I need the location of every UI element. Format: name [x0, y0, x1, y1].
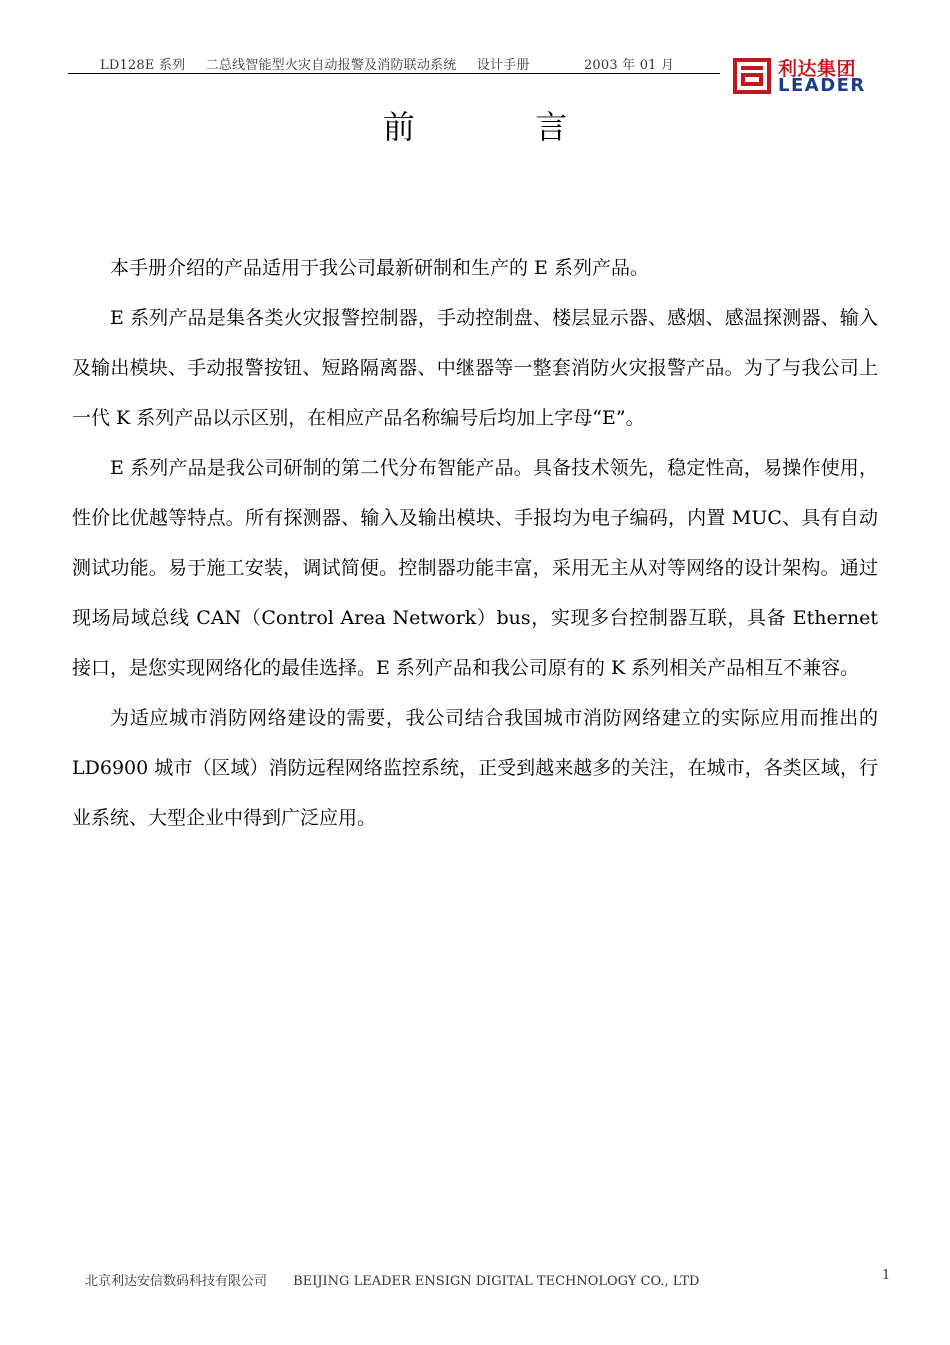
leader-logo-mark-icon — [732, 57, 772, 95]
footer-company-en: BEIJING LEADER ENSIGN DIGITAL TECHNOLOGY CO., LTD — [293, 1274, 700, 1289]
paragraph-2: E 系列产品是集各类火灾报警控制器，手动控制盘、楼层显示器、感烟、感温探测器、输入及输出模块、手动报警按钮、短路隔离器、中继器等一整套消防火灾报警产品。为了与我公司上一代 K 系列产品以示区别，在相应产品名称编号后均加上字母“E”。 — [72, 307, 878, 429]
title-char-2: 言 — [535, 108, 568, 146]
footer-company-cn: 北京利达安信数码科技有限公司 — [85, 1274, 268, 1289]
paragraph-1: 本手册介绍的产品适用于我公司最新研制和生产的 E 系列产品。 — [110, 257, 649, 279]
header-system-name: 二总线智能型火灾自动报警及消防联动系统 — [205, 58, 457, 73]
header-series: LD128E 系列 — [100, 58, 186, 73]
logo-english-name: LEADER — [778, 75, 866, 96]
paragraph-4: 为适应城市消防网络建设的需要，我公司结合我国城市消防网络建立的实际应用而推出的 LD6900 城市（区域）消防远程网络监控系统，正受到越来越多的关注，在城市，各类区域，行业系统、大型企业中得到广泛应用。 — [72, 707, 878, 829]
page-header — [100, 54, 674, 73]
page-number: 1 — [882, 1268, 891, 1283]
page-footer — [85, 1270, 699, 1289]
title-char-1: 前 — [382, 108, 415, 146]
paragraph-3: E 系列产品是我公司研制的第二代分布智能产品。具备技术领先，稳定性高，易操作使用，性价比优越等特点。所有探测器、输入及输出模块、手报均为电子编码，内置 MUC、具有自动测试功能。易于施工安装，调试简便。控制器功能丰富，采用无主从对等网络的设计架构。通过现场局域总线 CAN（Control Area Network）bus，实现多台控制器互联，具备 Ethernet 接口，是您实现网络化的最佳选择。E 系列产品和我公司原有的 K 系列相关产品相互不兼容。 — [72, 457, 878, 679]
header-date: 2003 年 01 月 — [583, 58, 675, 73]
header-rule — [68, 73, 720, 74]
preface-body — [72, 243, 878, 843]
header-doc-type: 设计手册 — [476, 58, 530, 73]
leader-logo — [732, 57, 882, 97]
page-title — [0, 102, 950, 148]
logo-chinese-name: 利达集团 — [778, 58, 857, 80]
